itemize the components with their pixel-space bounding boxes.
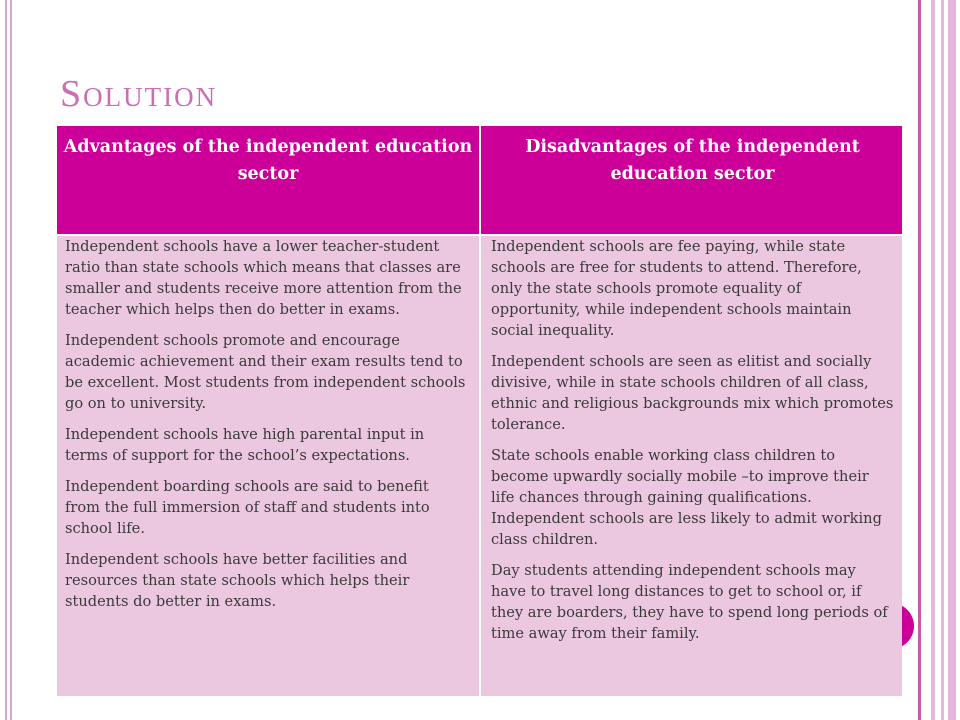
right-frame-line <box>941 0 944 720</box>
advantage-item: Independent schools have better facilities and resources than state schools which helps their students do better in exams. <box>65 551 410 610</box>
disadvantage-item: Independent schools are seen as elitist and socially divisive, while in state schools children of all class, ethnic and religious backgrounds mix which promotes tolerance. <box>491 353 894 433</box>
disadvantage-item: Day students attending independent schools may have to travel long distances to get to school or, if they are boarders, they have to spend long periods of time away from their family. <box>491 562 888 642</box>
advantage-item: Independent schools promote and encourage academic achievement and their exam results tend to be excellent. Most students from independent schools go on to university. <box>65 332 466 412</box>
disadvantages-header: Disadvantages of the independent education sector <box>525 137 860 184</box>
left-frame-decoration <box>5 0 12 720</box>
disadvantage-item: State schools enable working class children to become upwardly socially mobile –to improve their life chances through gaining qualifications. Independent schools are less likely to admit working class children. <box>491 447 882 548</box>
table-header-row <box>57 126 902 234</box>
advantages-cell <box>57 236 481 696</box>
comparison-table <box>57 126 902 696</box>
advantages-header: Advantages of the independent education sector <box>57 126 481 234</box>
advantage-item: Independent schools have high parental input in terms of support for the school’s expectations. <box>65 426 425 464</box>
slide-title: Solution <box>60 73 218 115</box>
advantage-item: Independent boarding schools are said to benefit from the full immersion of staff and students into school life. <box>65 478 430 537</box>
disadvantage-item: Independent schools are fee paying, while state schools are free for students to attend. Therefore, only the state schools promote equality of opportunity, while independent schools maintain social inequality. <box>491 238 862 339</box>
right-frame-line <box>918 0 921 720</box>
right-frame-line <box>948 0 956 720</box>
advantage-item: Independent schools have a lower teacher-student ratio than state schools which means that classes are smaller and students receive more attention from the teacher which helps then do better in exams. <box>65 238 462 318</box>
disadvantages-cell <box>483 236 902 696</box>
table-body-row <box>57 236 902 696</box>
right-frame-line <box>931 0 935 720</box>
